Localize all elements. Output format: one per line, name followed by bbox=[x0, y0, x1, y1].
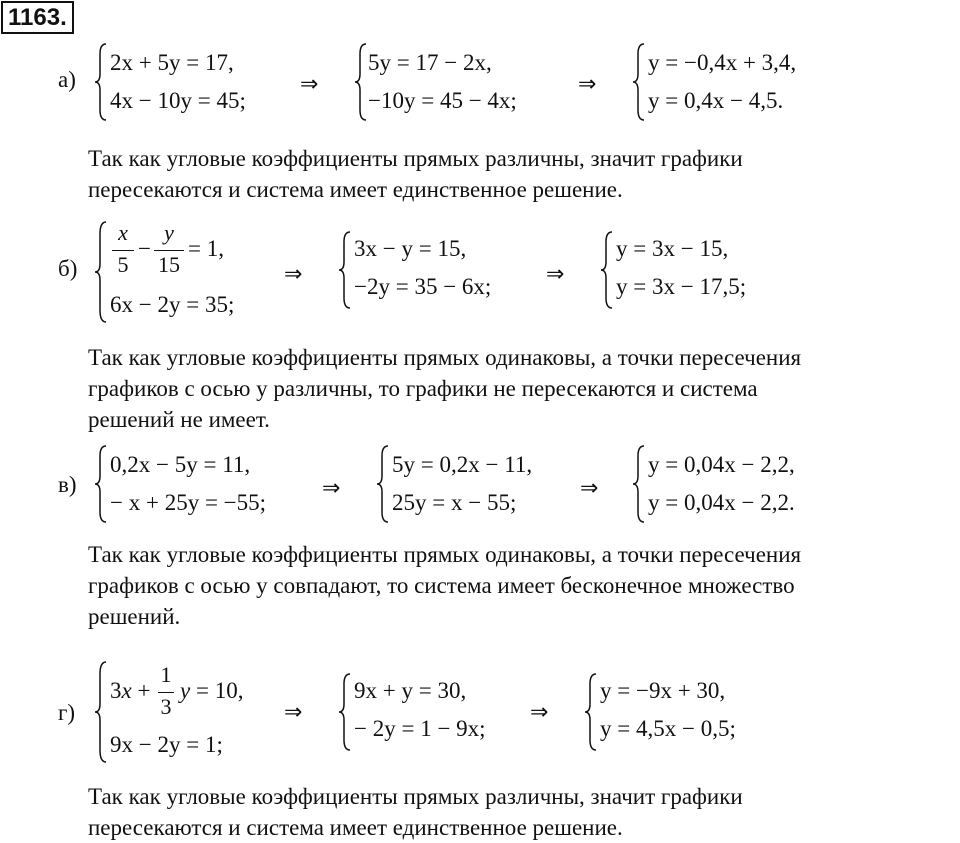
equation: y = 0,04x − 2,2. bbox=[648, 490, 795, 515]
explanation-a bbox=[88, 143, 743, 205]
system-g-3 bbox=[584, 672, 774, 752]
text-line: пересекаются и система имеет единственное решение. bbox=[88, 177, 623, 202]
equation: y = 3x − 15, bbox=[616, 236, 729, 261]
system-g-2 bbox=[338, 672, 518, 752]
system-a-3 bbox=[632, 42, 852, 122]
brace-icon bbox=[94, 444, 108, 524]
text-line: решений. bbox=[88, 604, 181, 629]
system-g-1: 3x + 1 3 y = 10, 9x − 2y = 1; bbox=[94, 660, 274, 764]
brace-icon bbox=[94, 660, 108, 764]
equation: 5y = 0,2x − 11, bbox=[392, 452, 533, 477]
equation: y = −9x + 30, bbox=[600, 678, 726, 703]
brace-icon bbox=[632, 42, 646, 122]
implies-icon: ⇒ bbox=[284, 700, 303, 725]
equation: 3x − y = 15, bbox=[354, 236, 467, 261]
system-v-3 bbox=[632, 444, 842, 524]
explanation-g bbox=[88, 781, 743, 843]
text-line: Так как угловые коэффициенты прямых различны, значит графики bbox=[88, 146, 743, 171]
equation: −10y = 45 − 4x; bbox=[368, 88, 517, 113]
brace-icon bbox=[354, 42, 368, 122]
equation: y = 0,04x − 2,2, bbox=[648, 452, 795, 477]
implies-icon: ⇒ bbox=[284, 262, 303, 287]
text-line: графиков с осью y различны, то графики не пересекаются и система bbox=[88, 376, 758, 401]
fraction: x 5 bbox=[112, 220, 134, 278]
fraction: 1 3 bbox=[158, 662, 174, 720]
text-line: графиков с осью y совпадают, то система имеет бесконечное множество bbox=[88, 573, 795, 598]
brace-icon bbox=[376, 444, 390, 524]
equation: y = 0,4x − 4,5. bbox=[648, 88, 784, 113]
system-b-3 bbox=[600, 230, 790, 310]
implies-icon: ⇒ bbox=[546, 262, 565, 287]
equation: −2y = 35 − 6x; bbox=[354, 274, 492, 299]
equation: − x + 25y = −55; bbox=[110, 490, 267, 515]
implies-icon: ⇒ bbox=[578, 72, 597, 97]
equation: 2x + 5y = 17, bbox=[110, 50, 234, 75]
system-a-1 bbox=[94, 42, 284, 122]
equation: 6x − 2y = 35; bbox=[110, 292, 235, 317]
problem-number: 1163. bbox=[1, 1, 74, 34]
text-line: Так как угловые коэффициенты прямых одинаковы, а точки пересечения bbox=[88, 542, 802, 567]
brace-icon bbox=[338, 230, 352, 310]
brace-icon bbox=[338, 672, 352, 752]
item-label-a: а) bbox=[58, 67, 76, 92]
text-line: пересекаются и система имеет единственное решение. bbox=[88, 815, 623, 840]
brace-icon bbox=[600, 230, 614, 310]
text-line: решений не имеет. bbox=[88, 407, 270, 432]
system-b-1: x 5 − y 15 = 1, 6x − 2y = 35; bbox=[94, 220, 274, 324]
equation: y = 4,5x − 0,5; bbox=[600, 716, 736, 741]
implies-icon: ⇒ bbox=[300, 72, 319, 97]
brace-icon bbox=[632, 444, 646, 524]
text-line: Так как угловые коэффициенты прямых одинаковы, а точки пересечения bbox=[88, 345, 802, 370]
equation: 5y = 17 − 2x, bbox=[368, 50, 492, 75]
equation: 9x − 2y = 1; bbox=[110, 732, 223, 757]
item-label-g: г) bbox=[58, 700, 76, 725]
system-v-2 bbox=[376, 444, 576, 524]
explanation-v bbox=[88, 539, 801, 632]
system-a-2 bbox=[354, 42, 564, 122]
text-line: Так как угловые коэффициенты прямых различны, значит графики bbox=[88, 784, 743, 809]
system-b-2 bbox=[338, 230, 538, 310]
item-label-b: б) bbox=[58, 256, 78, 281]
equation: 0,2x − 5y = 11, bbox=[110, 452, 251, 477]
implies-icon: ⇒ bbox=[580, 476, 599, 501]
system-v-1 bbox=[94, 444, 304, 524]
fraction: y 15 bbox=[154, 220, 184, 278]
implies-icon: ⇒ bbox=[322, 476, 341, 501]
brace-icon bbox=[94, 42, 108, 122]
explanation-b bbox=[88, 342, 801, 435]
equation: 25y = x − 55; bbox=[392, 490, 517, 515]
equation: 4x − 10y = 45; bbox=[110, 88, 246, 113]
implies-icon: ⇒ bbox=[530, 700, 549, 725]
item-label-v: в) bbox=[58, 472, 77, 497]
equation: y = −0,4x + 3,4, bbox=[648, 50, 797, 75]
brace-icon bbox=[94, 220, 108, 324]
equation: 9x + y = 30, bbox=[354, 678, 467, 703]
equation: y = 3x − 17,5; bbox=[616, 274, 747, 299]
brace-icon bbox=[584, 672, 598, 752]
equation: − 2y = 1 − 9x; bbox=[354, 716, 486, 741]
